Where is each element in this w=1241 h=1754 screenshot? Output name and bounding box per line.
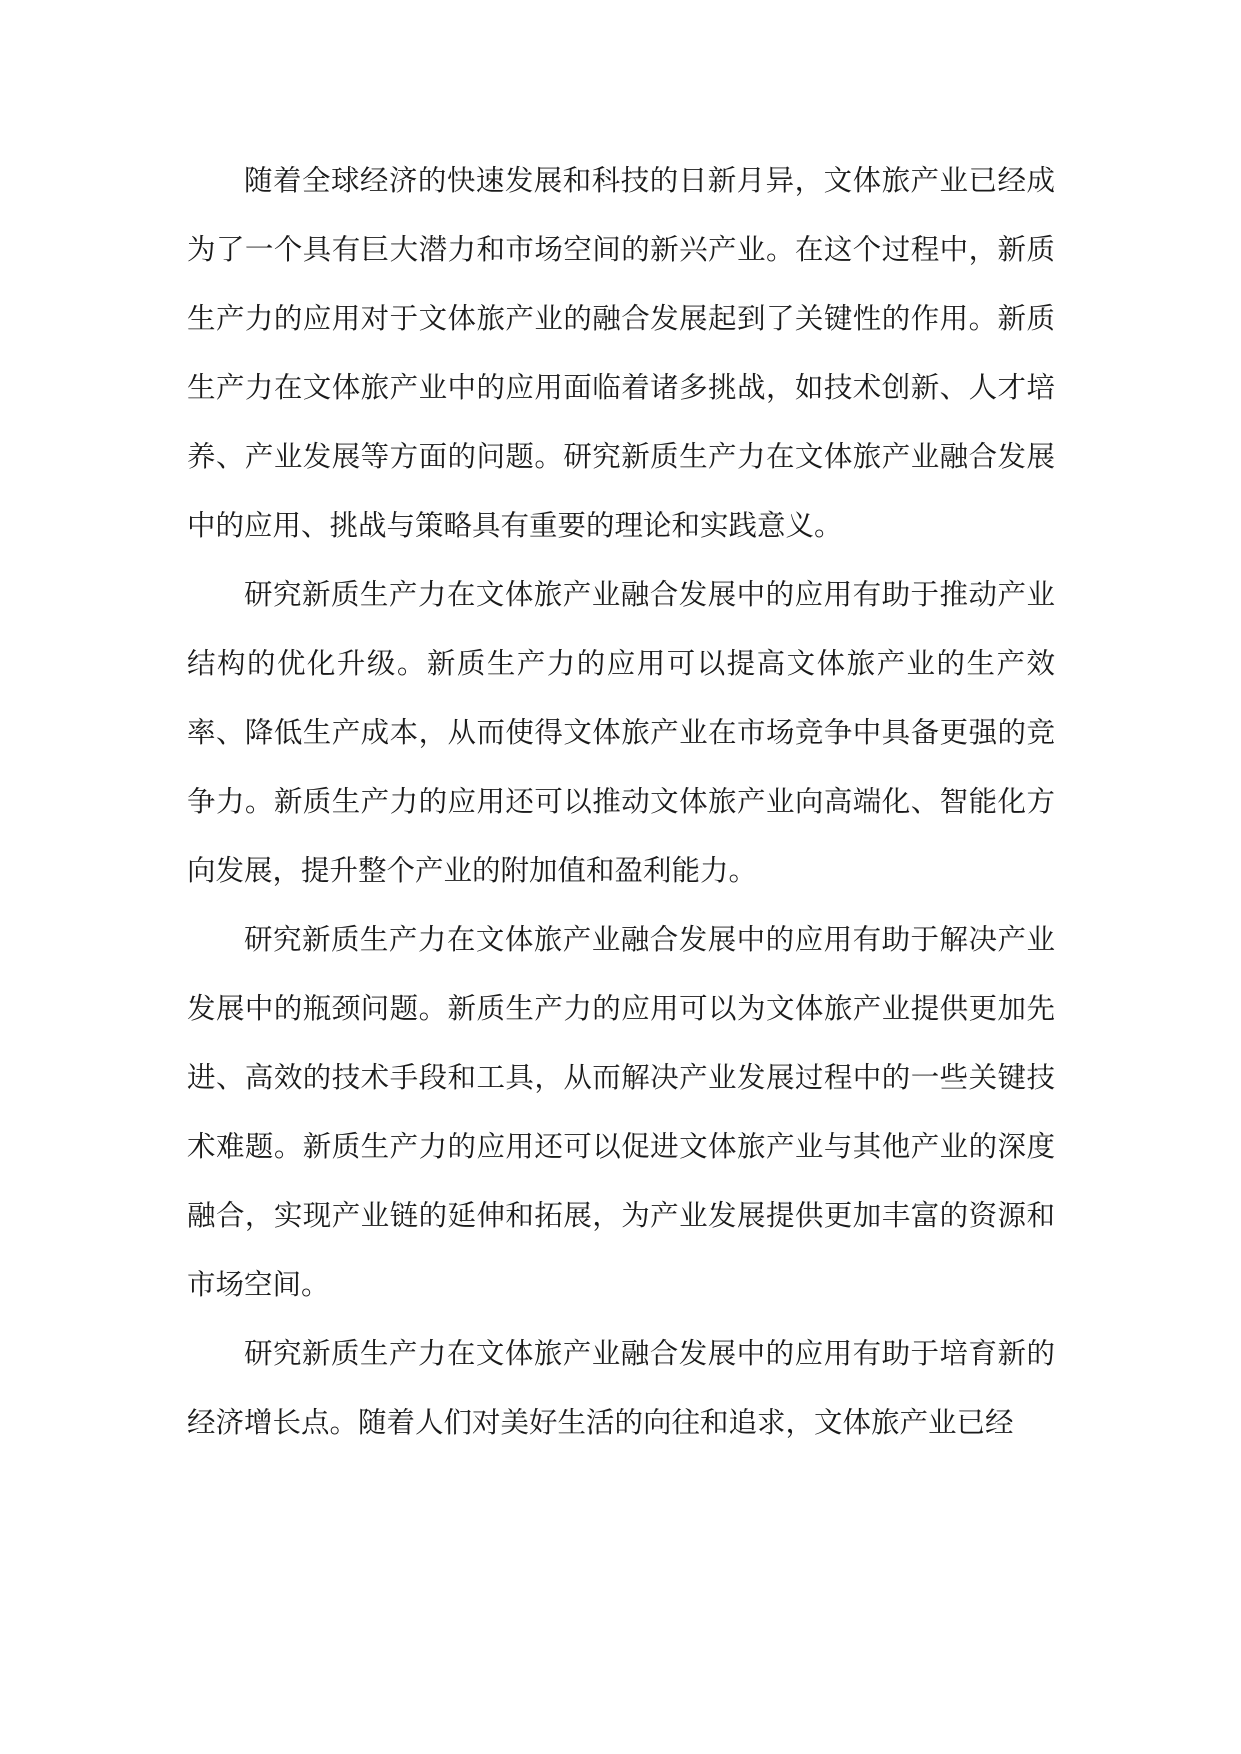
document-body (187, 146, 1055, 1457)
paragraph-2: 研究新质生产力在文体旅产业融合发展中的应用有助于推动产业结构的优化升级。新质生产力的应用可以提高文体旅产业的生产效率、降低生产成本，从而使得文体旅产业在市场竞争中具备更强的竞争力。新质生产力的应用还可以推动文体旅产业向高端化、智能化方向发展，提升整个产业的附加值和盈利能力。 (187, 578, 1055, 887)
paragraph-3: 研究新质生产力在文体旅产业融合发展中的应用有助于解决产业发展中的瓶颈问题。新质生产力的应用可以为文体旅产业提供更加先进、高效的技术手段和工具，从而解决产业发展过程中的一些关键技术难题。新质生产力的应用还可以促进文体旅产业与其他产业的深度融合，实现产业链的延伸和拓展，为产业发展提供更加丰富的资源和市场空间。 (187, 923, 1055, 1301)
paragraph-1: 随着全球经济的快速发展和科技的日新月异，文体旅产业已经成为了一个具有巨大潜力和市场空间的新兴产业。在这个过程中，新质生产力的应用对于文体旅产业的融合发展起到了关键性的作用。新质生产力在文体旅产业中的应用面临着诸多挑战，如技术创新、人才培养、产业发展等方面的问题。研究新质生产力在文体旅产业融合发展中的应用、挑战与策略具有重要的理论和实践意义。 (187, 164, 1055, 542)
paragraph-4: 研究新质生产力在文体旅产业融合发展中的应用有助于培育新的经济增长点。随着人们对美好生活的向往和追求，文体旅产业已经 (187, 1337, 1055, 1439)
